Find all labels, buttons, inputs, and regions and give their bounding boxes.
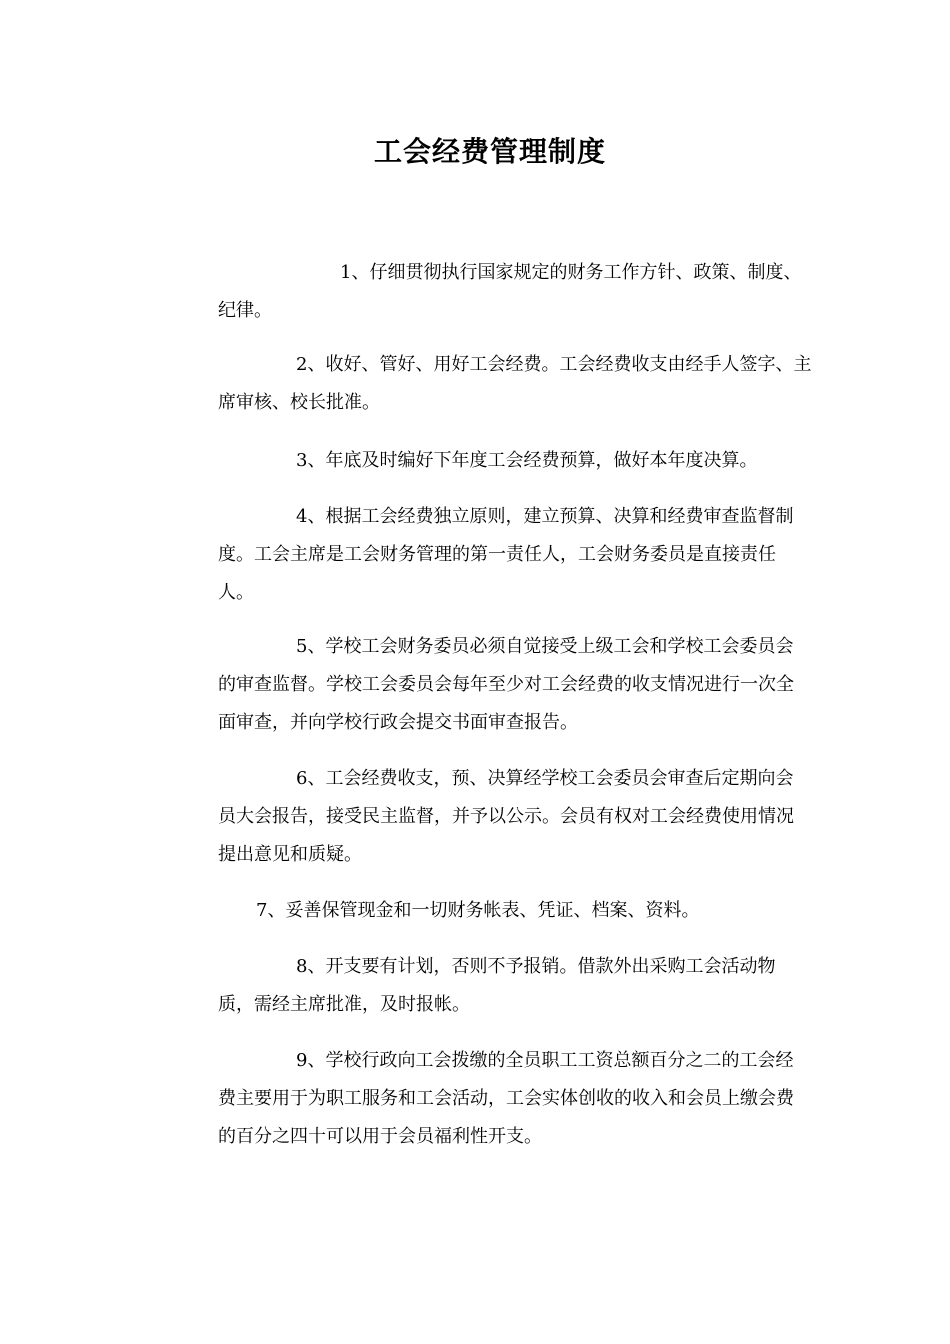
paragraph-9: 9、学校行政向工会拨缴的全员职工工资总额百分之二的工会经费主要用于为职工服务和工会活动，工会实体创收的收入和会员上缴会费的百分之四十可以用于会员福利性开支。 [218,1050,794,1147]
paragraph-8: 8、开支要有计划，否则不予报销。借款外出采购工会活动物质，需经主席批准，及时报帐。 [218,956,776,1015]
paragraph-6: 6、工会经费收支，预、决算经学校工会委员会审查后定期向会员大会报告，接受民主监督，并予以公示。会员有权对工会经费使用情况提出意见和质疑。 [218,768,794,865]
paragraph-2: 2、收好、管好、用好工会经费。工会经费收支由经手人签字、主席审核、校长批准。 [218,354,812,413]
paragraph-4: 4、根据工会经费独立原则，建立预算、决算和经费审查监督制度。工会主席是工会财务管理的第一责任人，工会财务委员是直接责任人。 [218,506,794,603]
document-title: 工会经费管理制度 [373,135,606,168]
paragraph-7: 7、妥善保管现金和一切财务帐表、凭证、档案、资料。 [256,900,700,921]
paragraph-3: 3、年底及时编好下年度工会经费预算，做好本年度决算。 [296,450,758,471]
paragraph-1: 1、仔细贯彻执行国家规定的财务工作方针、政策、制度、纪律。 [218,262,802,321]
paragraph-5: 5、学校工会财务委员必须自觉接受上级工会和学校工会委员会的审查监督。学校工会委员会每年至少对工会经费的收支情况进行一次全面审查，并向学校行政会提交书面审查报告。 [218,636,794,733]
